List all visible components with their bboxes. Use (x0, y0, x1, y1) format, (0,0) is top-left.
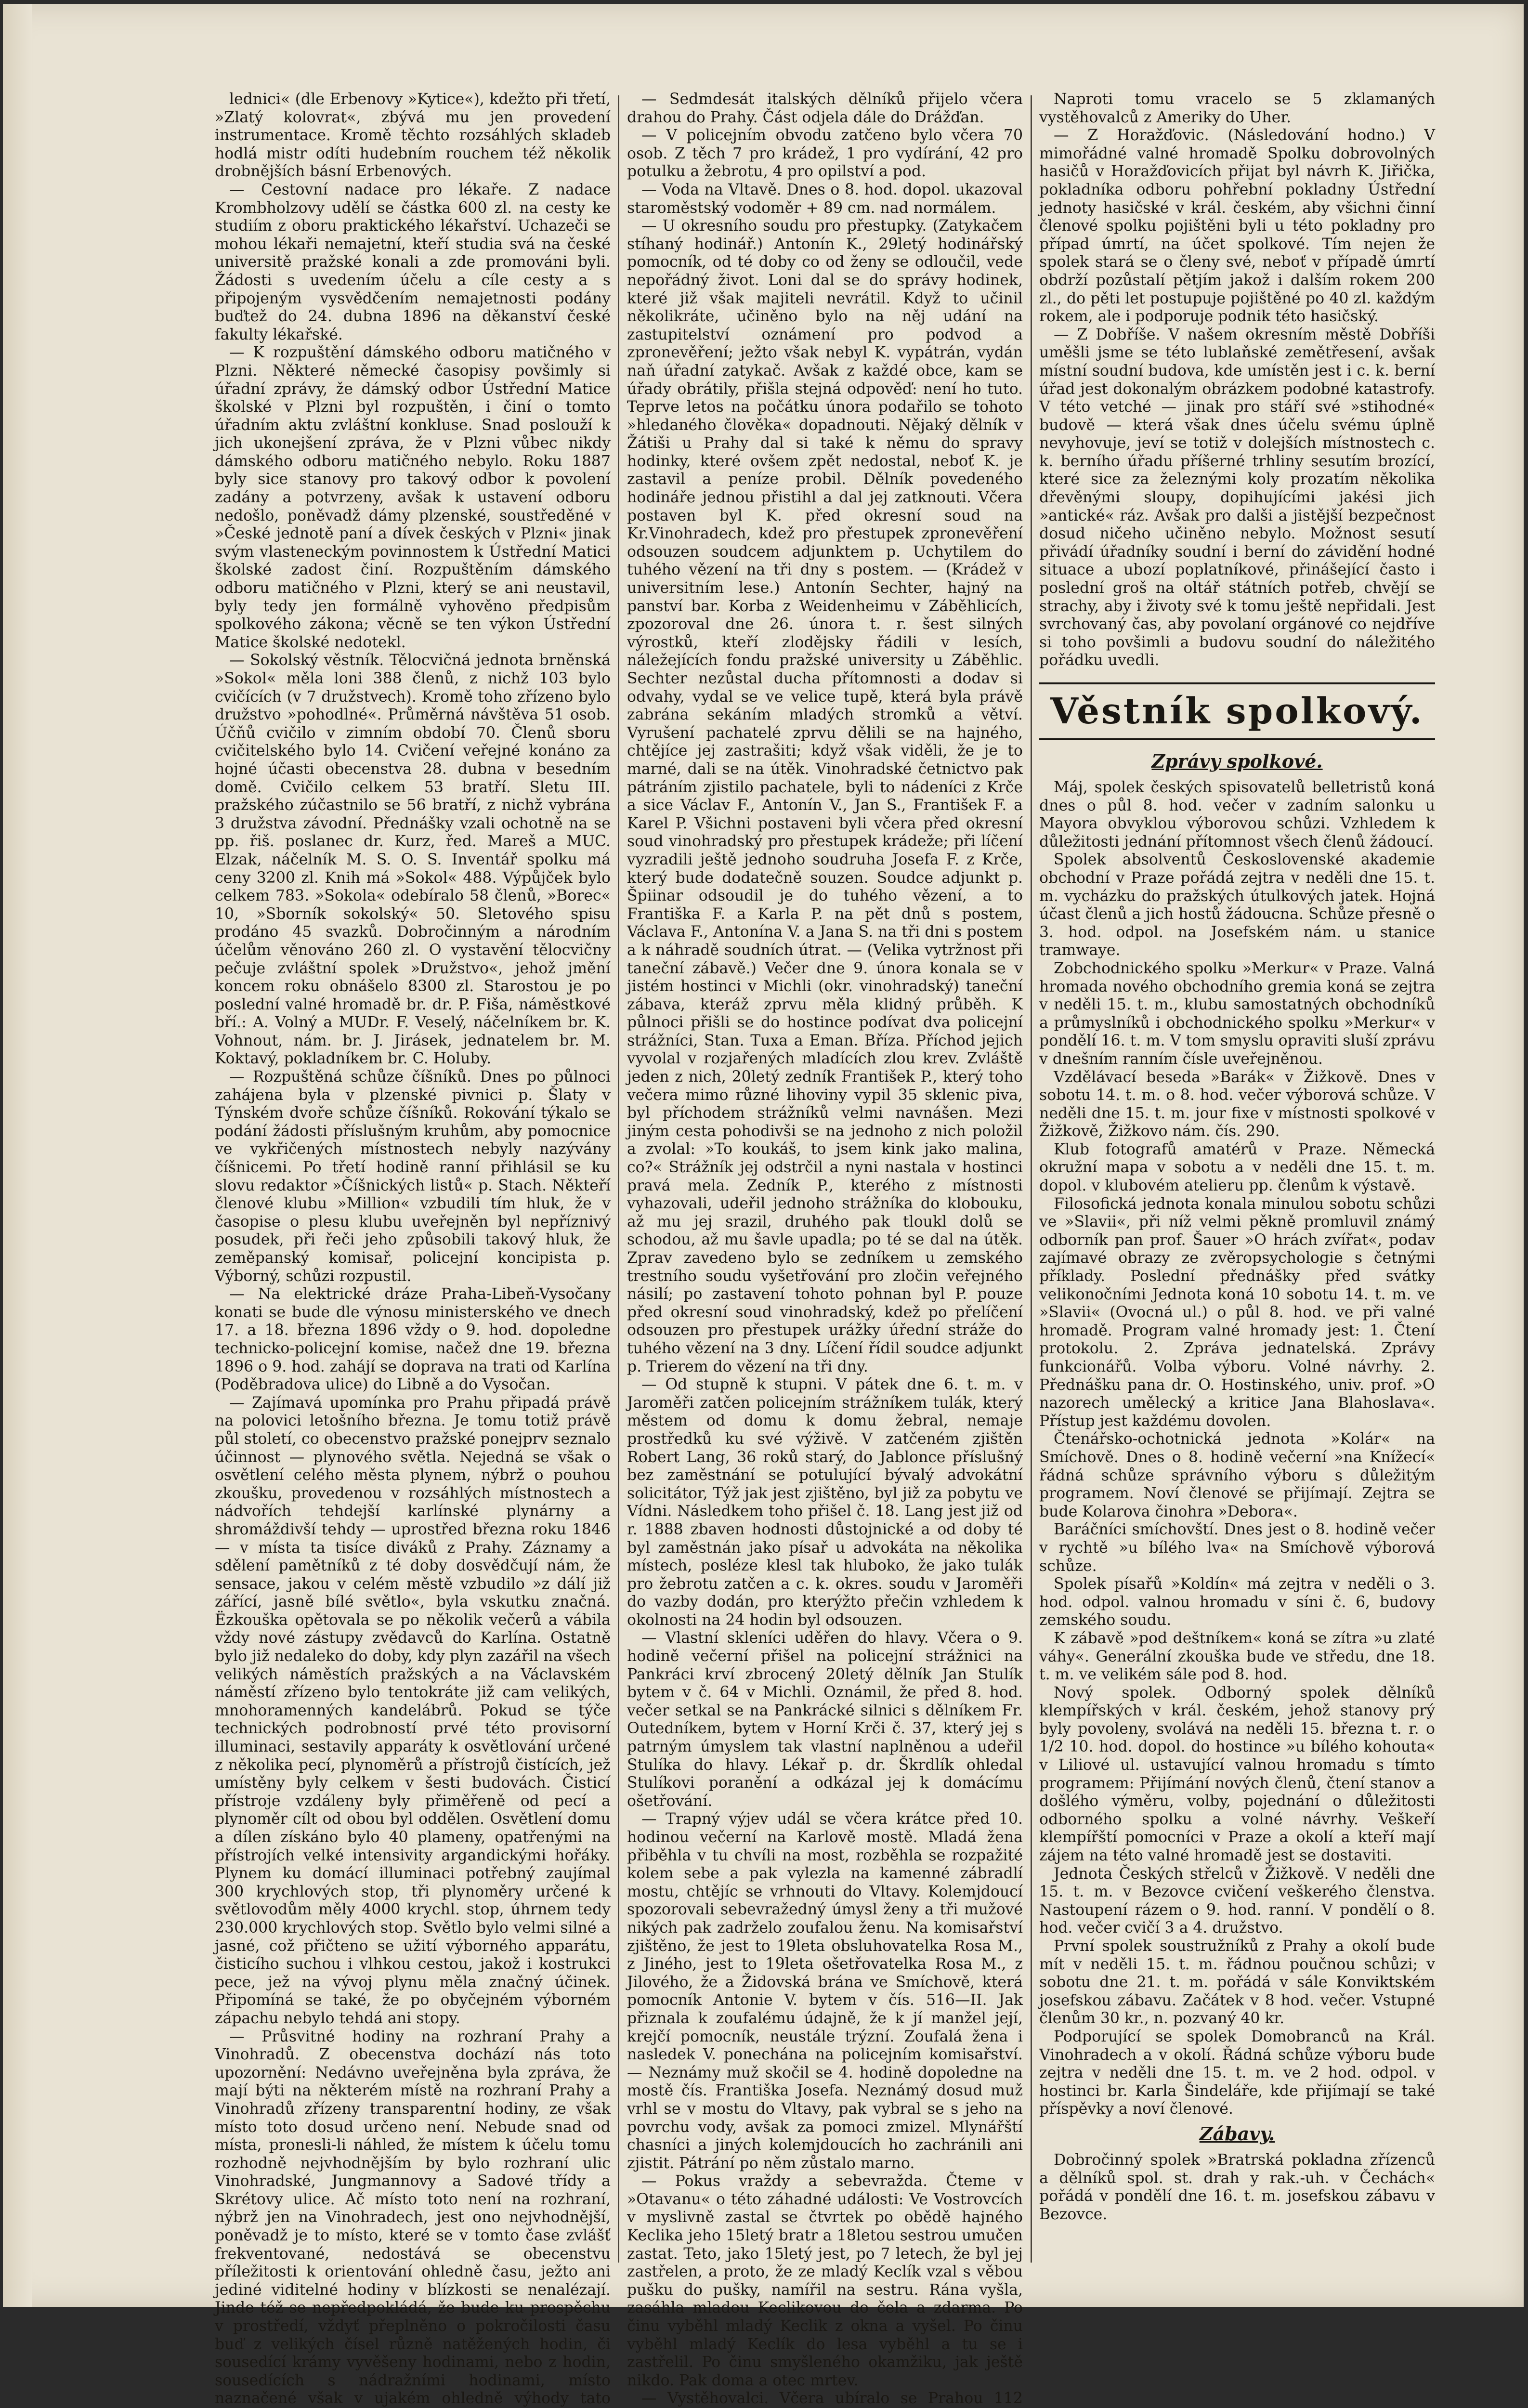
article-paragraph: Jednota Českých střelců v Žižkově. V neděli dne 15. t. m. v Bezovce cvičení veškerého členstva. Nastoupení rázem o 9. hod. ranní. V pondělí o 8. hod. večer cvičí 3 a 4. družstvo. (1039, 1865, 1435, 1937)
article-paragraph: — Průsvitné hodiny na rozhraní Prahy a Vinohradů. Z obecenstva dochází nás toto upozornění: Nedávno uveřejněna byla zpráva, že mají býti na některém místě na rozhraní Prahy a Vinohradů zřízeny transparentní hodiny, ze však místo toto dosud určeno není. Nebude snad od místa, pronesli-li náhled, že místem k účelu tomu rozhodně nejvhodnějším by bylo rozhraní ulic Vinohradské, Jungmannovy a Sadové třídy a Skrétovy ulice. Ač místo toto není na rozhraní, nýbrž jen na Vinohradech, jest ono nejvhodnější, poněvadž je to místo, které se v tomto čase zvlášť frekventované, nedostává se obecenstvu příležitosti k orientování ohledně času, ježto ani jediné viditelné hodiny v blízkosti se nenalézají. Jinde též se nepředpokládá, že bude ku prospěchu v prostředí, vždyť přeplněno o pokročilosti času buď z velikých čísel různě natěžených hodin, či sousedící krámy vyvěšeny hodinami, nebo z hodin, sousedících s nádražními hodinami, místo naznačené však v ujakém ohledně výhody tato (215, 2028, 611, 2408)
article-paragraph: Podporující se spolek Domobranců na Král. Vinohradech a v okolí. Řádná schůze výboru bude zejtra v neděli dne 15. t. m. ve 2 hod. odpol. v hostinci br. Karla Šindeláře, kde přijímají se také příspěvky a noví členové. (1039, 2028, 1435, 2118)
section-title: Věstník spolkový. (1039, 682, 1435, 740)
article-paragraph: — Cestovní nadace pro lékaře. Z nadace Krombholzovy udělí se částka 600 zl. na cesty ke studiím z oboru praktického lékařství. Uchazeči se mohou lékaři nemajetní, kteří studia svá na české universitě pražské konali a zde promováni byli. Žádosti s uvedením účelu a cíle cesty a s připojeným vysvědčením nemajetnosti podány buďtež do 24. dubna 1896 na děkanství české fakulty lékařské. (215, 181, 611, 343)
article-paragraph: Zobchodnického spolku »Merkur« v Praze. Valná hromada nového obchodního gremia koná se zejtra v neděli 15. t. m., klubu samostatných obchodníků a průmyslníků i obchodnického spolku »Merkur« v pondělí 16. t. m. V tom smyslu opraviti sluší zprávu v dnešním ranním čísle uveřejněnou. (1039, 959, 1435, 1068)
article-paragraph: — Rozpuštěná schůze číšníků. Dnes po půlnoci zahájena byla v plzenské pivnici p. Šlaty v Týnském dvoře schůze číšníků. Rokování týkalo se podání žádosti příslušným kruhům, aby pomocnice ve vykřičených místnostech nebyly nazývány číšnicemi. Po třetí hodině ranní přihlásil se ku slovu redaktor »Číšnických listů« p. Stach. Někteří členové klubu »Million« vzbudili tím hluk, že v časopise o plesu klubu uveřejněn byl nepříznivý posudek, při řeči jeho způsobili takový hluk, že zeměpanský komisař, policejní koncipista p. Výborný, schůzi rozpustil. (215, 1068, 611, 1285)
article-paragraph: — Voda na Vltavě. Dnes o 8. hod. dopol. ukazoval staroměstský vodoměr + 89 cm. nad normálem. (627, 181, 1023, 217)
article-paragraph: Klub fotografů amatérů v Praze. Německá okružní mapa v sobotu a v neděli dne 15. t. m. dopol. v klubovém atelieru pp. členům k výstavě. (1039, 1140, 1435, 1195)
article-paragraph: lednici« (dle Erbenovy »Kytice«), kdežto při třetí, »Zlatý kolovrat«, zbývá mu jen provedení instrumentace. Kromě těchto rozsáhlých skladeb hodlá mistr odíti hudebním rouchem též několik drobnějších básní Erbenových. (215, 91, 611, 181)
article-paragraph: — V policejním obvodu zatčeno bylo včera 70 osob. Z těch 7 pro krádež, 1 pro vydírání, 42 pro potulku a žebrotu, 4 pro opilství a pod. (627, 127, 1023, 181)
article-paragraph: Spolek písařů »Koldín« má zejtra v neděli o 3. hod. odpol. valnou hromadu v síni č. 6, budovy zemského soudu. (1039, 1575, 1435, 1629)
article-paragraph: — Z Dobříše. V našem okresním městě Dobříši uměšli jsme se této lublaňské zemětřesení, avšak místní soudní budova, kde umístěn jest i c. k. berní úřad jest dokonalým obrázkem podobné katastrofy. V této vetché — jinak pro stáří své »stihodné« budově — která však dnes účelu svému úplně nevyhovuje, jeví se totiž v dolejších místnostech c. k. berního úřadu příšerné trhliny sesutím brozící, které sice za železnými koly prozatím několika dřevěnými sloupy, dopihujícími jakési jich »antické« ráz. Avšak pro dalši a jistější bezpečnost dosud ničeho učiněno nebylo. Možnost sesutí přivádí úřadníky soudní i berní do závidění hodné situace a ubozí poplatníkové, přinášející často i poslední groš na oltář státních potřeb, chvějí se strachy, aby i životy své k tomu ještě nepřidali. Jest svrchovaný čas, aby povolaní orgánové co nejdříve si toho povšimli a budovu soudní do náležitého pořádku uvedli. (1039, 326, 1435, 669)
article-paragraph: — Trapný výjev udál se včera krátce před 10. hodinou večerní na Karlově mostě. Mladá žena přiběhla v tu chvíli na most, rozběhla se rozpažité kolem sebe a pak vylezla na kamenné zábradlí mostu, chtějíc se vrhnouti do Vltavy. Kolemjdoucí spozorovali sebevražedný úmysl ženy a tři mužové nikých pak zadrželo zoufalou ženu. Na komisařství zjištěno, že jest to 19leta obsluhovatelka Rosa M., z Jiného, jest to 19leta ošetřovatelka Rosa M., z Jilového, že a Židovská brána ve Smíchově, která pomocník Antonie V. bytem v čís. 516—II. Jak přiznala k zoufalému údajně, že k jí manžel její, krejčí pomocník, neustále trýzní. Zoufalá žena i nasledek V. ponechána na policejním komisařství. — Neznámy muž skočil se 4. hodině dopoledne na mostě čís. Františka Josefa. Neznámý dosud muž vrhl se v mostu do Vltavy, pak vybral se s jeho na povrchu vody, avšak za pomoci zmizel. Mlynářští chasníci a jiných kolemjdoucích ho zachránili ani zjistit. Pátrání po něm zůstalo marno. (627, 1810, 1023, 2172)
newspaper-page (3, 4, 1524, 2408)
column-rule (1031, 95, 1032, 2263)
scan-edge (3, 4, 32, 2307)
article-paragraph: — Pokus vraždy a sebevražda. Čteme v »Otavanu« o této záhadné události: Ve Vostrovcích v myslivně zastal se čtvrtek po obědě hajného Keclika jeho 15letý bratr a 18letou sestrou umučen zastat. Teto, jako 15letý jest, po 7 letech, že byl jej zastřelen, a proto, že ze mladý Keclík vzal s věbou pušku do pušky, namířil na sestru. Rána vyšla, zasáhla mladou Keclikovou do čela a zdarma. Po činu vyběhl mladý Keclik z okna a vyšel. Po činu vyběhl mladý Keclík do lesa vyběhl a tu se i zastřelil. Po činu smyšleného okamžiku, jak ještě nikdo. Pak doma a otec mrtev. (627, 2172, 1023, 2389)
article-paragraph: — Z Horažďovic. (Následování hodno.) V mimořádné valné hromadě Spolku dobrovolných hasičů v Horažďovicích přijat byl návrh K. Jiřička, pokladníka odboru pohřební pokladny Ústřední jednoty hasičské v král. českém, aby všichni činní členové spolku pojištěni byli u této pokladny pro případ úmrtí, na účet spolkové. Tím nejen že spolek stará se o členy své, neboť v případě úmrtí obdrží pozůstalí pětjím jakož i dalším rokem 200 zl., do pěti let postupuje pojištěné po 40 zl. každým rokem, ale i podporuje podnik této hasičský. (1039, 127, 1435, 326)
article-paragraph: Nový spolek. Odborný spolek dělníků klempířských v král. českém, jehož stanovy prý byly povoleny, svolává na neděli 15. března t. r. o 1/2 10. hod. dopol. do hostince »u bílého kohouta« v Liliové ul. ustavující valnou hromadu s tímto programem: Přijímání nových členů, čtení stanov a došlého výměru, volby, pojednání o důležitosti odborného spolku a volné návrhy. Veškeří klempířští pomocníci v Praze a okolí a kteří mají zájem na této valné hromadě jest se dostaviti. (1039, 1684, 1435, 1865)
article-paragraph: — Sokolský věstník. Tělocvičná jednota brněnská »Sokol« měla loni 388 členů, z nichž 103 bylo cvičících (v 7 družstvech). Kromě toho zřízeno bylo družstvo »pohodlné«. Průměrná návštěva 51 osob. Účňů cvičilo v zimním období 70. Členů sboru cvičitelského bylo 14. Cvičení veřejné konáno za hojné účasti obecenstva 28. dubna v besedním domě. Cvičilo celkem 53 bratří. Sletu III. pražského zúčastnilo se 56 bratří, z nichž vybrána 3 družstva závodní. Přednášky vzali ochotně na se pp. řiš. poslanec dr. Kurz, řed. Mareš a MUC. Elzak, náčelník M. S. O. S. Inventář spolku má ceny 3200 zl. Knih má »Sokol« 488. Výpůjček bylo celkem 783. »Sokola« odebíralo 58 členů, »Borec« 10, »Sborník sokolský« 50. Sletového spisu prodáno 45 svazků. Dobročinným a národním účelům věnováno 260 zl. O vystavění tělocvičny pečuje zvláštní spolek »Družstvo«, jehož jmění koncem roku obnášelo 8300 zl. Starostou je po poslední valné hromadě br. dr. P. Fiša, náměstkové bří.: A. Volný a MUDr. F. Veselý, náčelníkem br. K. Vohnout, nám. br. J. Jirásek, jednatelem br. M. Koktavý, pokladníkem br. C. Holuby. (215, 652, 611, 1068)
column-1 (215, 91, 611, 2408)
column-rule (618, 95, 619, 2263)
article-paragraph: Spolek absolventů Československé akademie obchodní v Praze pořádá zejtra v neděli dne 15. t. m. vycházku do pražských útulkových jatek. Hojná účast členů a jich hostů žádoucna. Schůze přesně o 3. hod. odpol. na Josefském nám. u stanice tramwaye. (1039, 851, 1435, 959)
article-paragraph: Máj, spolek českých spisovatelů belletristů koná dnes o půl 8. hod. večer v zadním salonku u Mayora obvyklou výborovou schůzi. Vzhledem k důležitosti jednání přítomnost všech členů žádoucí. (1039, 779, 1435, 851)
article-paragraph: Filosofická jednota konala minulou sobotu schůzi ve »Slavii«, při níž velmi pěkně promluvil známý odborník pan prof. Šauer »O hrách zvířat«, podav zajímavé obrazy ze zvěropsychologie s četnými příklady. Poslední přednášky před svátky velikonočními Jednota koná 10 sobotu 14. t. m. ve »Slavii« (Ovocná ul.) o půl 8. hod. ve při valné hromadě. Program valné hromady jest: 1. Čtení protokolu. 2. Zpráva jednatelská. Zprávy funkcionářů. Volba výboru. Volné návrhy. 2. Přednášku pana dr. O. Hostinského, univ. prof. »O nazorech umělecký a kritice Jana Blahoslava«. Přístup jest každému dovolen. (1039, 1195, 1435, 1430)
column-3 (1039, 91, 1435, 2267)
section-subtitle: Zprávy spolkové. (1151, 750, 1323, 772)
article-paragraph: — U okresního soudu pro přestupky. (Zatykačem stíhaný hodinář.) Antonín K., 29letý hodinářský pomocník, od té doby co od ženy se odloučil, vede nepořádný život. Loni dal se do správy hodinek, které již však majiteli nevrátil. Když to učinil několikráte, učiněno bylo na něj udání na zastupitelství oznámení pro podvod a zpronevěření; ježto však nebyl K. vypátrán, vydán naň úřadní zatykač. Avšak z každé obce, kam se úřady obrátily, přišla stejná odpověď: není ho tuto. Teprve letos na počátku února podařilo se tohoto »hledaného člověka« dopadnouti. Nějaký dělník v Žátiši u Prahy dal si také k němu do spravy hodinky, které ovšem zpět nedostal, neboť K. je zastavil a peníze probil. Dělník povedeného hodináře jednou přistihl a dal jej zatknouti. Včera postaven byl K. před okresní soud na Kr.Vinohradech, kdež pro přestupek zpronevěření odsouzen soudcem adjunktem p. Uchytilem do tuhého vězení na tři dny s postem. — (Krádež v universitním lese.) Antonín Sechter, hajný na panství bar. Korba z Weidenheimu v Záběhlicích, zpozoroval dne 26. února t. r. šest silných výrostků, kteří zlodějsky řádili v lesích, náležejících fondu pražské university u Záběhlic. Sechter nezůstal ducha přítomnosti a dodav si odvahy, vydal se ve velice tupě, která byla právě zabrána sekáním mladých stromků a větví. Vyrušení pachatelé zprvu dělili se na hajného, chtějíce jej zastrašiti; když však viděli, že je to marné, dali se na útěk. Vinohradské četnictvo pak pátráním zjistilo pachatele, byli to nádeníci z Krče a sice Václav F., Antonín V., Jan S., František F. a Karel P. Všichni postaveni byli včera před okresní soud vinohradský pro přestupek krádeže; při líčení vyzradili ještě jednoho soudruha Josefa F. z Krče, který bude dodatečně souzen. Soudce adjunkt p. Špiinar odsoudil je do tuhého vězení, a to Františka F. a Karla P. na pět dnů s postem, Václava F., Antonína V. a Jana S. na tři dni s postem a k náhradě soudních útrat. — (Velika vytržnost při taneční zábavě.) Večer dne 9. února konala se v jistém hostinci v Michli (okr. vinohradský) taneční zábava, kteráž zprvu měla klidný průběh. K půlnoci přišli se do hostince podívat dva policejní strážníci, Stan. Tuxa a Eman. Bříza. Příchod jejich vyvolal v rozjařených mladících zlou krev. Zvláště jeden z nich, 20letý zedník František P., který toho večera mimo různé lihoviny vypil 35 sklenic piva, byl příchodem strážníků velmi navnášen. Mezi jiným cesta pohodivši se na jednoho z nich položil a zvolal: »To koukáš, to jsem kink jako malina, co?« Strážník jej odstrčil a nyni nastala v hostinci pravá mela. Zedník P., kterého z místnosti vyhazovali, udeřil jednoho strážníka do klobouku, až mu jej srazil, druhého pak tloukl dolů se schodou, až mu šavle upadla; po té se dal na útěk. Zprav zavedeno bylo se zedníkem u zemského trestního soudu vyšetřování pro zločin veřejného násilí; po zastavení tohoto pohnan byl P. pouze před okresní soud vinohradský, kdež po přelíčení odsouzen pro přestupek urážky úřední stráže do tuhého vězení na 3 dny. Líčení řídil soudce adjunkt p. Trierem do vězení na tři dny. (627, 217, 1023, 1375)
article-paragraph: — Vystěhovalci. Včera ubíralo se Prahou 112 (641, 2390, 1023, 2408)
column-2 (627, 91, 1023, 2408)
article-paragraph: Vzdělávací beseda »Barák« v Žižkově. Dnes v sobotu 14. t. m. o 8. hod. večer výborová schůze. V neděli dne 15. t. m. jour fixe v místnosti spolkové v Žižkově, Žižkovo nám. čís. 290. (1039, 1068, 1435, 1140)
article-paragraph: Dobročinný spolek »Bratrská pokladna zřízenců a dělníků spol. st. drah y rak.-uh. v Čechách« pořádá v pondělí dne 16. t. m. josefskou zábavu v Bezovce. (1039, 2151, 1435, 2223)
article-paragraph: Čtenářsko-ochotnická jednota »Kolár« na Smíchově. Dnes o 8. hodině večerní »na Knížecí« řádná schůze správního výboru s důležitým programem. Noví členové se přijímají. Zejtra se bude Kolarova činohra »Debora«. (1039, 1430, 1435, 1520)
article-paragraph: Naproti tomu vracelo se 5 zklamaných vystěhovalců z Ameriky do Uher. (1039, 91, 1435, 126)
article-paragraph: První spolek soustružníků z Prahy a okolí bude mít v neděli 15. t. m. řádnou poučnou schůzi; v sobotu dne 21. t. m. pořádá v sále Konviktském josefskou zábavu. Začátek v 8 hod. večer. Vstupné členům 30 kr., n. pozvaný 40 kr. (1039, 1937, 1435, 2028)
article-paragraph: — K rozpuštění dámského odboru matičného v Plzni. Některé německé časopisy povšimly si úřadní zprávy, že dámský odbor Ústřední Matice školské v Plzni byl rozpuštěn, i činí o tomto úřadním aktu zvláštní konkluse. Snad poslouží k jich ukonejšení zpráva, že v Plzni vůbec nikdy dámského odboru matičného nebylo. Roku 1887 byly sice stanovy pro takový odbor k povolení zadány a potvrzeny, avšak k ustavení odboru nedošlo, poněvadž dámy plzenské, soustředěné v »České jednotě paní a dívek českých v Plzni« jinak svým vlasteneckým povinnostem k Ústřední Matici školské zadost činí. Rozpuštěním dámského odboru matičného v Plzni, který se ani neustavil, byly tedy jen formálně vyhověno předpisům spolkového zákona; věcně se ten výkon Ústřední Matice školské nedotekl. (215, 344, 611, 651)
article-paragraph: — Na elektrické dráze Praha-Libeň-Vysočany konati se bude dle výnosu ministerského ve dnech 17. a 18. března 1896 vždy o 9. hod. dopoledne technicko-policejní komise, načež dne 19. března 1896 o 9. hod. zahájí se doprava na trati od Karlína (Poděbradova ulice) do Libně a do Vysočan. (215, 1285, 611, 1394)
article-paragraph: — Vlastní skleníci uděřen do hlavy. Včera o 9. hodině večerní přišel na policejní strážnici na Pankráci krví zbrocený 20letý dělník Jan Stulík bytem v č. 64 v Michli. Oznámil, že před 8. hod. večer setkal se na Pankrácké silnici s dělníkem Fr. Outedníkem, bytem v Horní Krči č. 37, který jej s patrným úmyslem tak vlastní naplněnou a udeřil Stulíka do hlavy. Lékař p. dr. Škrdlík ohledal Stulíkovi poranění a odkázal jej k domácímu ošetřování. (627, 1629, 1023, 1810)
article-paragraph: — Od stupně k stupni. V pátek dne 6. t. m. v Jaroměři zatčen policejním strážníkem tulák, který městem od domu k domu žebral, nemaje prostředků ku své výživě. V zatčeném zjištěn Robert Lang, 36 roků starý, do Jablonce příslušný bez zaměstnání se potulující bývalý advokátní solicitátor, Týž jak jest zjištěno, byl již za pobytu ve Vídni. Následkem toho přišel č. 18. Lang jest již od r. 1888 zbaven hodnosti důstojnické a od doby té byl zaměstnán jako písař u advokáta na několika místech, posléze klesl tak hluboko, že jako tulák pro žebrotu zatčen a c. k. okres. soudu v Jaroměři do vazby dodán, pro kterýžto přečin vzhledem k okolnosti na 24 hodin byl odsouzen. (627, 1376, 1023, 1629)
section-subtitle-zabavy: Zábavy. (1199, 2122, 1275, 2145)
article-paragraph: K zábavě »pod deštníkem« koná se zítra »u zlaté váhy«. Generální zkouška bude ve středu, dne 18. t. m. ve velikém sále pod 8. hod. (1039, 1629, 1435, 1684)
article-paragraph: — Sedmdesát italských dělníků přijelo včera drahou do Prahy. Část odjela dále do Drážďan. (627, 91, 1023, 126)
article-paragraph: Baráčníci smíchovští. Dnes jest o 8. hodině večer v rychtě »u bílého lva« na Smíchově výborová schůze. (1039, 1521, 1435, 1575)
article-paragraph: — Zajímavá upomínka pro Prahu připadá právě na polovici letošního března. Je tomu totiž právě půl století, co obecenstvo pražské ponejprv seznalo účinnost — plynového světla. Nejedná se však o osvětlení celého města plynem, nýbrž o pouhou zkoušku, provedenou v rozsáhlých místnostech a nádvořích tehdejší karlínské plynárny a shromáždivší tehdy — uprostřed března roku 1846 — v místa ta tisíce diváků z Prahy. Záznamy a sdělení pamětníků z té doby dosvědčují nám, že sensace, jakou v celém městě vzbudilo »z dálí již zářící, jasně bílé světlo«, byla vskutku značná. Ëzkouška opětovala se po několik večerů a vábila vždy nové zástupy zvědavců do Karlína. Ostatně bylo již nedaleko do doby, kdy plyn zazářil na všech velikých náměstích pražských a na Václavském náměstí zřízeno bylo tentokráte již cam velikých, mnohoramenných kandelábrů. Pokud se týče technických podrobností prvé této provisorní illuminaci, sestavily apparáty k osvětlování určené z několika pecí, plynoměrů a přístrojů čistících, jež umístěny byly celkem v šesti budovách. Čisticí přístroje vzdáleny byly přiměřeně od pecí a plynoměr cílt od obou byl oddělen. Osvětlení domu a dílen získáno bylo 40 plameny, opatřenými na přístrojích velké intensivity argandickými hořáky. Plynem ku domácí illuminaci potřebný zaujímal 300 krychlových stop, tři plynoměry určené k světlovodům měly 4000 krychl. stop, úhrnem tedy 230.000 krychlových stop. Světlo bylo velmi silné a jasné, což přičteno se užití výborného apparátu, čisticího suchou i vlhkou cestou, jakož i kostrukci pece, jež na vývoj plynu měla značný účinek. Připomíná se také, že po obyčejném výborném zápachu nebylo tehdá ani stopy. (215, 1394, 611, 2027)
